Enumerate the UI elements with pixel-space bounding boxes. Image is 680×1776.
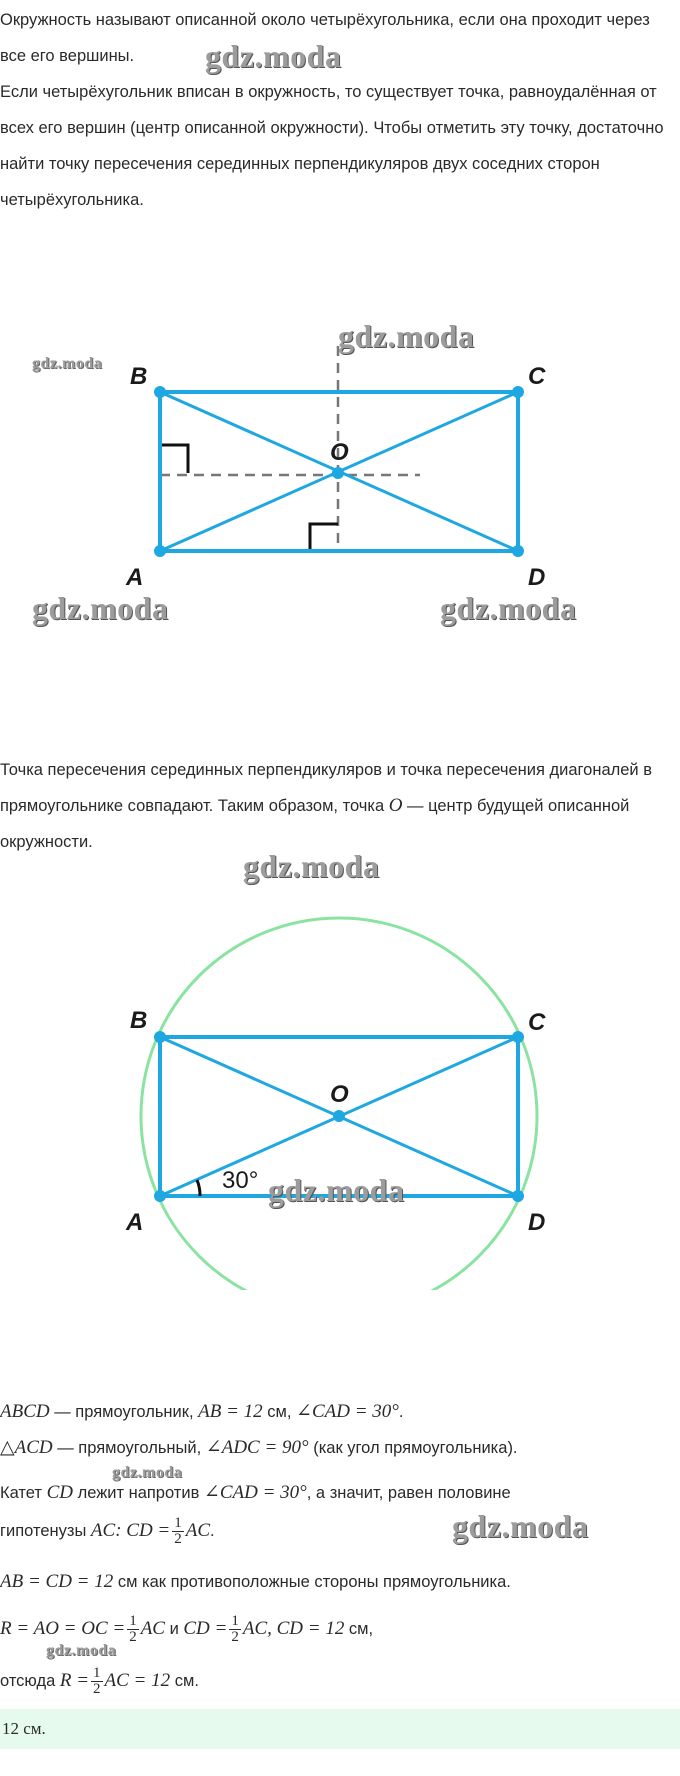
vertex-d bbox=[512, 545, 524, 557]
paragraph-center-coincide bbox=[0, 752, 676, 860]
solution-line-1: ABCD — прямоугольник, AB = 12 см, ∠CAD = 30°. bbox=[0, 1401, 404, 1422]
vertex-b bbox=[154, 386, 166, 398]
label-o: O bbox=[330, 1081, 349, 1108]
center-o bbox=[332, 467, 344, 479]
angle-label: 30° bbox=[222, 1167, 259, 1194]
answer-text: 12 см. bbox=[2, 1719, 46, 1738]
label-b: B bbox=[130, 1007, 148, 1034]
vertex-a bbox=[154, 545, 166, 557]
fraction-half: $\frac{1}{2}$ bbox=[174, 1515, 182, 1548]
fraction-half: $\frac{1}{2}$ bbox=[231, 1613, 239, 1646]
solution-line-2: △ACD — прямоугольный, ∠ADC = 90° (как угол прямоугольника). bbox=[0, 1437, 518, 1458]
label-c: C bbox=[528, 1009, 546, 1036]
paragraph-definition bbox=[0, 2, 676, 218]
vertex-c bbox=[512, 1031, 524, 1043]
watermark: gdz.moda bbox=[46, 1642, 117, 1659]
vertex-a bbox=[154, 1190, 166, 1202]
fraction-half: $\frac{1}{2}$ bbox=[93, 1665, 101, 1698]
right-angle-mark-bottom bbox=[310, 524, 338, 549]
coincide-text-end: — центр будущей описанной окружности. bbox=[0, 797, 630, 851]
point-o: O bbox=[388, 795, 403, 816]
label-c: C bbox=[528, 363, 546, 390]
fraction-half: $\frac{1}{2}$ bbox=[129, 1613, 137, 1646]
vertex-c bbox=[512, 386, 524, 398]
watermark: gdz.moda bbox=[205, 38, 342, 74]
label-d: D bbox=[528, 1209, 546, 1236]
label-b: B bbox=[130, 363, 148, 390]
watermark: gdz.moda bbox=[268, 1172, 405, 1208]
watermark: gdz.moda bbox=[112, 1464, 183, 1481]
watermark: gdz.moda bbox=[32, 590, 169, 626]
answer-box bbox=[0, 1709, 680, 1749]
label-a: A bbox=[126, 564, 144, 591]
label-a: A bbox=[126, 1209, 144, 1236]
vertex-d bbox=[512, 1190, 524, 1202]
watermark: gdz.moda bbox=[452, 1508, 589, 1544]
solution-line-7: отсюда R = $\frac{1}{2}$ AC = 12 см. bbox=[0, 1665, 199, 1698]
watermark: gdz.moda bbox=[338, 318, 475, 354]
solution-line-5: AB = CD = 12 см как противоположные стороны прямоугольника. bbox=[0, 1571, 511, 1592]
watermark: gdz.moda bbox=[32, 355, 103, 372]
figure-circumscribed-circle bbox=[0, 910, 680, 1290]
label-o: O bbox=[330, 439, 349, 466]
watermark: gdz.moda bbox=[243, 848, 380, 884]
coincide-text-start: Точка пересечения серединных перпендикуляров и точка пересечения диагоналей в прямоугольнике совпадают. Таким образом, точка bbox=[0, 761, 652, 815]
solution-line-4: гипотенузы AC: CD = $\frac{1}{2}$ AC. bbox=[0, 1515, 215, 1548]
solution-line-6: R = AO = OC = $\frac{1}{2}$ AC и CD = $\frac{1}{2}$ AC, CD = 12 см, bbox=[0, 1613, 374, 1646]
label-d: D bbox=[528, 564, 546, 591]
center-text: Если четырёхугольник вписан в окружность, то существует точка, равноудалённая от всех его вершин (центр описанной окружности). Чтобы отметить эту точку, достаточно найти точку пересечения серединных перпендикуляров двух соседних сторон четырёхугольника. bbox=[0, 83, 664, 209]
vertex-b bbox=[154, 1031, 166, 1043]
watermark: gdz.moda bbox=[440, 590, 577, 626]
solution-line-3: Катет CD лежит напротив ∠CAD = 30°, а значит, равен половине bbox=[0, 1482, 511, 1503]
right-angle-mark-left bbox=[162, 445, 188, 473]
definition-text: Окружность называют описанной около четырёхугольника, если она проходит через все его вершины. bbox=[0, 11, 650, 65]
center-o bbox=[333, 1110, 345, 1122]
angle-arc-cad bbox=[197, 1180, 200, 1196]
